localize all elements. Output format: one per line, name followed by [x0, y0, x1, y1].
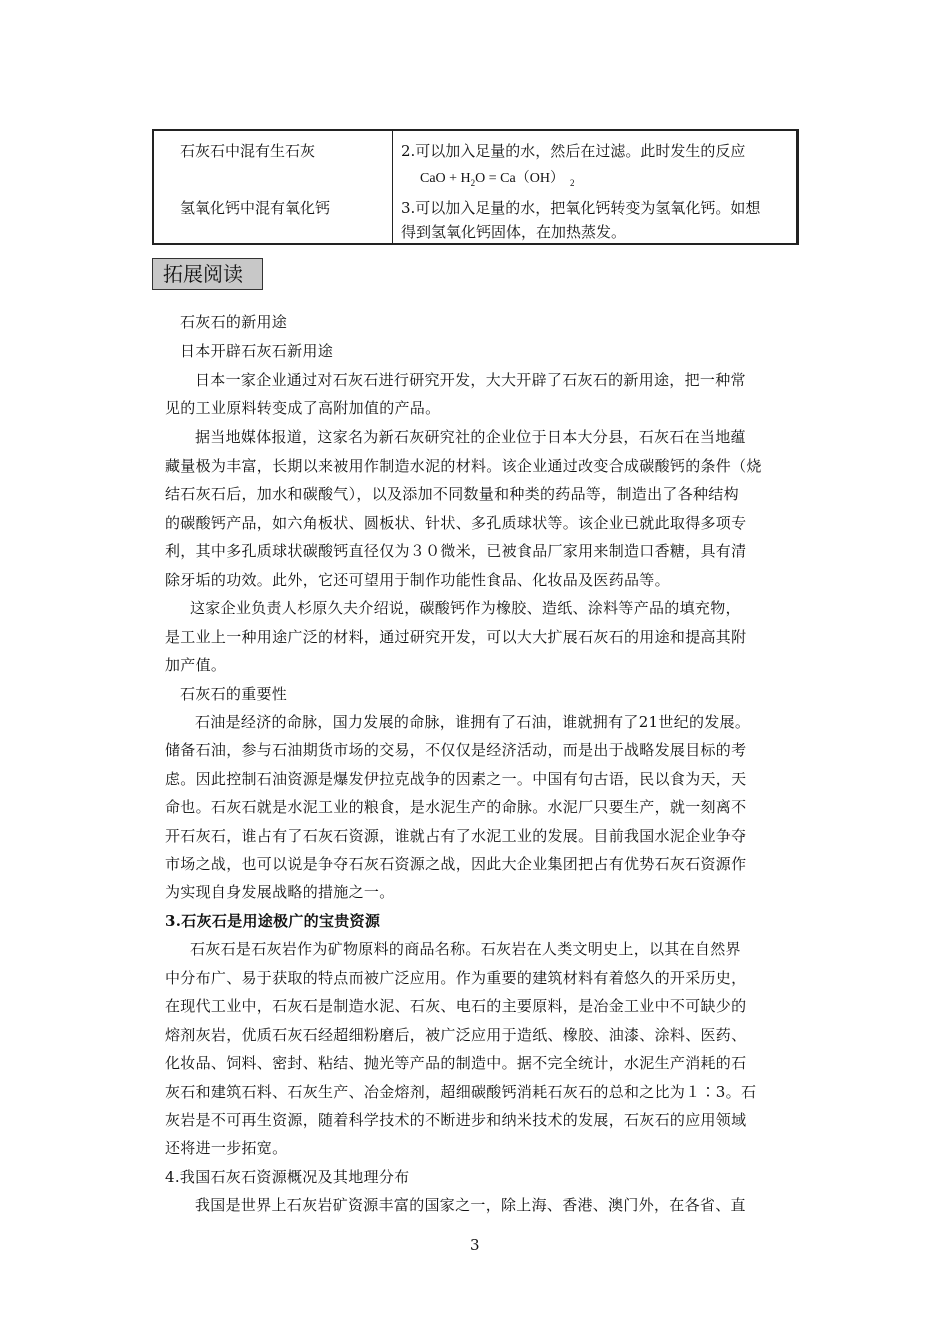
subheading: 日本开辟石灰石新用途: [180, 342, 334, 360]
paragraph-line: 藏量极为丰富，长期以来被用作制造水泥的材料。该企业通过改变合成碳酸钙的条件（烧: [165, 457, 762, 475]
paragraph-line: 结石灰石后，加水和碳酸气），以及添加不同数量和种类的药品等，制造出了各种结构: [165, 485, 739, 503]
table-cell-row1-equation: [420, 167, 574, 195]
paragraph-line: 在现代工业中，石灰石是制造水泥、石灰、电石的主要原料，是冶金工业中不可缺少的: [165, 997, 747, 1015]
table-column-divider: [392, 131, 393, 243]
table-cell-row2-left: 氢氧化钙中混有氧化钙: [180, 199, 331, 217]
paragraph-line: 熔剂灰岩，优质石灰石经超细粉磨后，被广泛应用于造纸、橡胶、油漆、涂料、医药、: [165, 1026, 747, 1044]
paragraph-line: 见的工业原料转变成了高附加值的产品。: [165, 399, 441, 417]
paragraph-line: 我国是世界上石灰岩矿资源丰富的国家之一，除上海、香港、澳门外，在各省、直: [195, 1196, 746, 1214]
impurity-table: [152, 129, 798, 245]
section-heading: 3.石灰石是用途极广的宝贵资源: [165, 912, 381, 930]
equation-subscript-b: 2: [569, 178, 575, 188]
paragraph-line: 据当地媒体报道，这家名为新石灰研究社的企业位于日本大分县，石灰石在当地蕴: [195, 428, 746, 446]
paragraph-line: 日本一家企业通过对石灰石进行研究开发，大大开辟了石灰石的新用途，把一种常: [195, 371, 746, 389]
paragraph-line: 灰石和建筑石料、石灰生产、冶金熔剂，超细碳酸钙消耗石灰石的总和之比为１∶3。石: [165, 1083, 757, 1101]
paragraph-line: 开石灰石，谁占有了石灰石资源，谁就占有了水泥工业的发展。目前我国水泥企业争夺: [165, 827, 747, 845]
paragraph-line: 加产值。: [165, 656, 227, 674]
equation-subscript-a: 2: [470, 178, 476, 188]
table-cell-row2-right-line2: 得到氢氧化钙固体，在加热蒸发。: [401, 223, 627, 241]
paragraph-line: 石油是经济的命脉，国力发展的命脉，谁拥有了石油，谁就拥有了21世纪的发展。: [195, 713, 751, 731]
table-cell-row1-left: 石灰石中混有生石灰: [180, 142, 316, 160]
paragraph-line: 利，其中多孔质球状碳酸钙直径仅为３０微米，已被食品厂家用来制造口香糖，具有清: [165, 542, 747, 560]
paragraph-line: 这家企业负责人杉原久夫介绍说，碳酸钙作为橡胶、造纸、涂料等产品的填充物，: [190, 599, 741, 617]
paragraph-line: 储备石油，参与石油期货市场的交易，不仅仅是经济活动，而是出于战略发展目标的考: [165, 741, 747, 759]
paragraph-line: 还将进一步拓宽。: [165, 1139, 288, 1157]
subheading: 石灰石的重要性: [180, 685, 288, 703]
section-heading: 4.我国石灰石资源概况及其地理分布: [165, 1168, 410, 1186]
paragraph-line: 除牙垢的功效。此外，它还可望用于制作功能性食品、化妆品及医药品等。: [165, 571, 670, 589]
paragraph-line: 虑。因此控制石油资源是爆发伊拉克战争的因素之一。中国有句古语，民以食为天，天: [165, 770, 747, 788]
page-number: 3: [470, 1236, 480, 1254]
equation-part-a: CaO + H: [420, 171, 471, 186]
table-cell-row2-right-line1: 3.可以加入足量的水，把氧化钙转变为氢氧化钙。如想: [401, 199, 761, 217]
equation-part-b: O = Ca（OH）: [475, 171, 564, 186]
paragraph-line: 是工业上一种用途广泛的材料，通过研究开发，可以大大扩展石灰石的用途和提高其附: [165, 628, 747, 646]
paragraph-line: 石灰石是石灰岩作为矿物原料的商品名称。石灰岩在人类文明史上，以其在自然界: [190, 940, 741, 958]
paragraph-line: 命也。石灰石就是水泥工业的粮食，是水泥生产的命脉。水泥厂只要生产，就一刻离不: [165, 798, 747, 816]
subheading: 石灰石的新用途: [180, 313, 288, 331]
paragraph-line: 市场之战，也可以说是争夺石灰石资源之战，因此大企业集团把占有优势石灰石资源作: [165, 855, 747, 873]
paragraph-line: 化妆品、饲料、密封、粘结、抛光等产品的制造中。据不完全统计，水泥生产消耗的石: [165, 1054, 747, 1072]
table-right-border: [797, 129, 799, 245]
paragraph-line: 的碳酸钙产品，如六角板状、圆板状、针状、多孔质球状等。该企业已就此取得多项专: [165, 514, 747, 532]
table-cell-row1-right-line1: 2.可以加入足量的水，然后在过滤。此时发生的反应: [401, 142, 746, 160]
paragraph-line: 灰岩是不可再生资源，随着科学技术的不断进步和纳米技术的发展，石灰石的应用领域: [165, 1111, 747, 1129]
section-tag: 拓展阅读: [152, 258, 263, 290]
paragraph-line: 中分布广、易于获取的特点而被广泛应用。作为重要的建筑材料有着悠久的开采历史，: [165, 969, 747, 987]
paragraph-line: 为实现自身发展战略的措施之一。: [165, 883, 395, 901]
